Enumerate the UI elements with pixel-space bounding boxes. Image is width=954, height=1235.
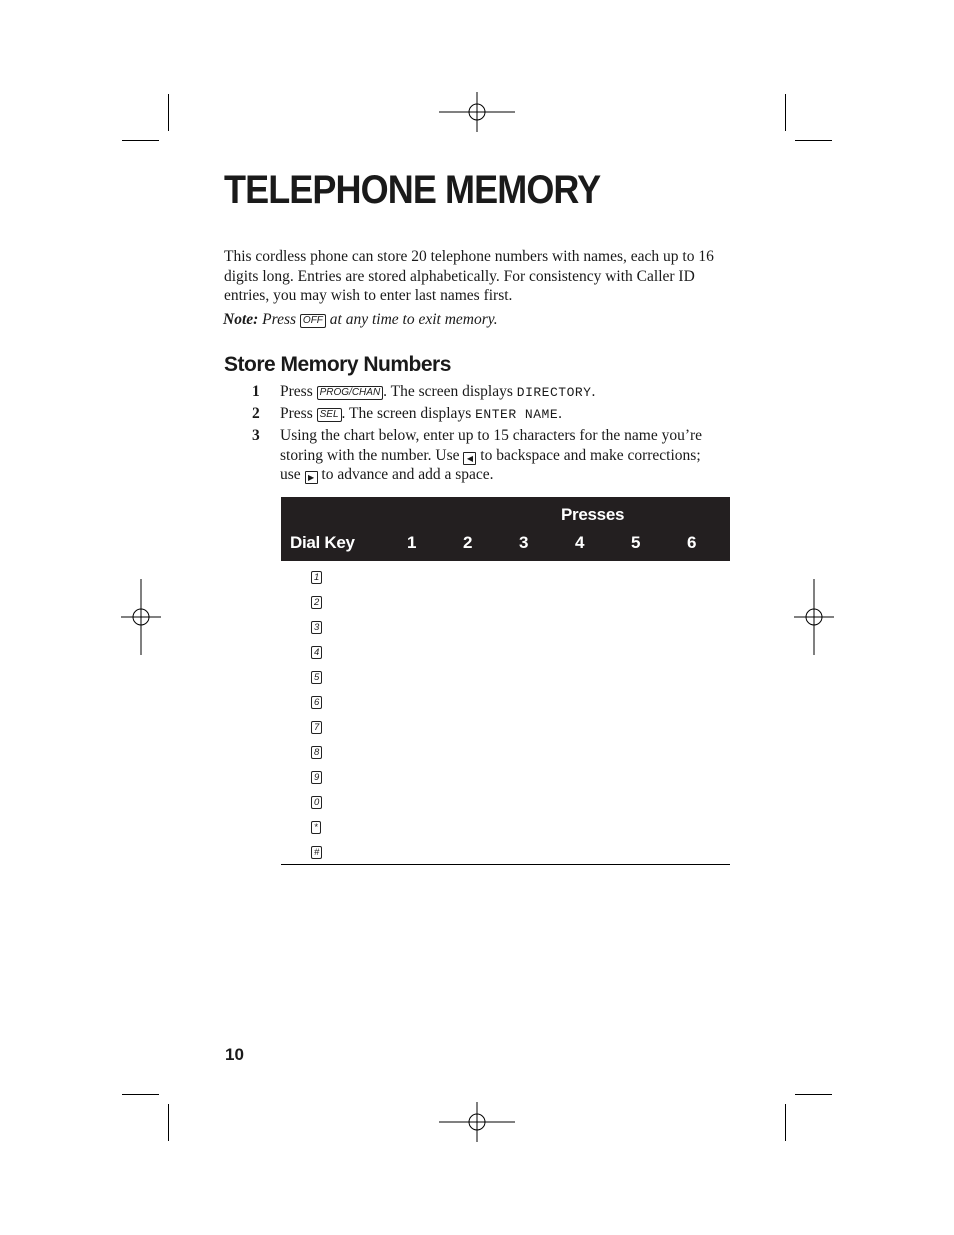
table-row	[311, 768, 322, 782]
table-row	[311, 793, 322, 807]
crop-mark	[122, 140, 159, 141]
step-text-part: to advance and add a space.	[321, 466, 494, 483]
crop-mark	[785, 1104, 786, 1141]
note	[223, 311, 498, 329]
step-text-part: .	[558, 405, 562, 422]
crop-mark	[168, 1104, 169, 1141]
prog-chan-key-icon: PROG/CHAN	[317, 386, 384, 400]
step-text-part: .	[591, 383, 596, 400]
table-row	[311, 818, 321, 832]
note-text: at any time to exit memory.	[329, 311, 498, 328]
step-text-part: Press	[280, 383, 313, 400]
column-header: 1	[407, 533, 417, 552]
table-row	[311, 618, 322, 632]
registration-mark-icon	[776, 579, 852, 655]
left-arrow-key-icon: ◀	[463, 452, 476, 465]
crop-mark	[785, 94, 786, 131]
table-row	[311, 568, 322, 582]
section-title: Store Memory Numbers	[224, 353, 451, 376]
step-text-part: Using the chart below, enter up to 15 characters for the name you’re storing with the number. Use	[280, 427, 703, 464]
table-row	[311, 668, 322, 682]
step-text	[280, 404, 705, 425]
intro-paragraph: This cordless phone can store 20 telephone numbers with names, each up to 16 digits long. Entries are stored alphabetically. For consistency with Caller ID entries, you may wish to enter last names first.	[224, 248, 714, 304]
registration-mark-icon	[103, 579, 179, 655]
column-header: 5	[631, 533, 641, 552]
column-header: 4	[575, 533, 585, 552]
column-header: 2	[463, 533, 473, 552]
dial-key-9-icon: 9	[311, 771, 322, 784]
step-text-part: . The screen displays	[341, 405, 472, 422]
step-number: 3	[252, 427, 260, 444]
table-row	[311, 693, 322, 707]
lcd-text: DIRECTORY	[516, 385, 592, 400]
dial-key-header: Dial Key	[290, 533, 355, 552]
step-text	[280, 426, 705, 485]
registration-mark-icon	[439, 74, 515, 150]
crop-mark	[122, 1094, 159, 1095]
off-key-icon: OFF	[300, 314, 326, 328]
presses-header: Presses	[561, 505, 625, 524]
step-text	[280, 382, 705, 403]
table-header	[281, 497, 730, 561]
right-arrow-key-icon: ▶	[305, 471, 318, 484]
dial-key-star-icon: *	[311, 821, 321, 834]
sel-key-icon: SEL	[317, 408, 342, 422]
dial-key-2-icon: 2	[311, 596, 322, 609]
dial-key-5-icon: 5	[311, 671, 322, 684]
dial-key-4-icon: 4	[311, 646, 322, 659]
table-bottom-rule	[281, 864, 730, 865]
page-number: 10	[225, 1045, 244, 1064]
table-row	[311, 843, 322, 857]
crop-mark	[795, 1094, 832, 1095]
lcd-text: ENTER NAME	[475, 407, 559, 422]
dial-key-1-icon: 1	[311, 571, 322, 584]
note-label: Note:	[223, 311, 259, 328]
step-number: 1	[252, 383, 260, 400]
table-row	[311, 743, 322, 757]
dial-key-8-icon: 8	[311, 746, 322, 759]
step-number: 2	[252, 405, 260, 422]
dial-key-0-icon: 0	[311, 796, 322, 809]
table-row	[311, 593, 322, 607]
step-text-part: Press	[280, 405, 313, 422]
dial-key-7-icon: 7	[311, 721, 322, 734]
page-title: TELEPHONE MEMORY	[224, 168, 601, 212]
dial-key-6-icon: 6	[311, 696, 322, 709]
table-row	[311, 718, 322, 732]
step-text-part: . The screen displays	[383, 383, 513, 400]
table-row	[311, 643, 322, 657]
step-text-part: to backspace and make corrections; use	[280, 446, 701, 483]
crop-mark	[795, 140, 832, 141]
crop-mark	[168, 94, 169, 131]
dial-key-pound-icon: #	[311, 846, 322, 859]
column-header: 3	[519, 533, 529, 552]
dial-key-3-icon: 3	[311, 621, 322, 634]
note-text: Press	[262, 311, 297, 328]
registration-mark-icon	[439, 1084, 515, 1160]
column-header: 6	[687, 533, 697, 552]
